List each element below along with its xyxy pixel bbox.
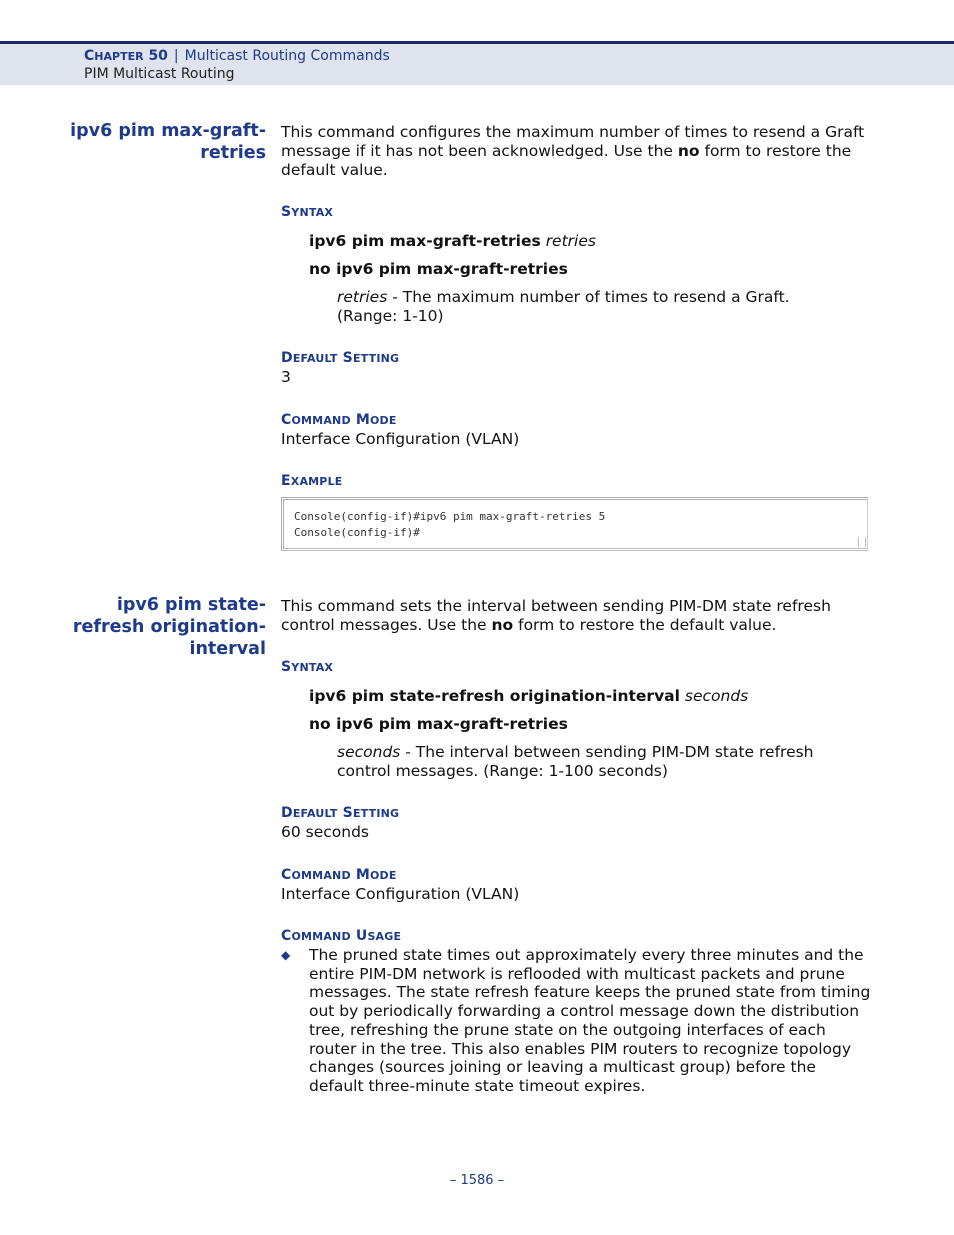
chapter-separator: | [173, 48, 179, 64]
command-usage-text: The pruned state times out approximately every three minutes and the entire PIM-DM network is reflooded with multicast packets and prune messages. The state refresh feature keeps the pruned state from timing out by periodically forwarding a control message down the distribution tree, refreshing the prune state on the outgoing interfaces of each router in the tree. This also enables PIM routers to recognize topology changes (sources joining or leaving a multicast group) before the default three-minute state timeout expires. [309, 946, 871, 1095]
chapter-line [84, 48, 390, 64]
bullet-diamond-icon: ◆ [281, 948, 291, 962]
command-title-state-refresh-interval: ipv6 pim state- refresh origination- interval [72, 595, 266, 659]
example-heading: EXAMPLE [281, 473, 343, 489]
syntax-line: ipv6 pim state-refresh origination-interval seconds [309, 687, 749, 705]
section-title: PIM Multicast Routing [84, 66, 235, 82]
command-mode-value: Interface Configuration (VLAN) [281, 430, 520, 448]
command-mode-heading: COMMAND MODE [281, 867, 397, 883]
parameter-description: retries - The maximum number of times to resend a Graft. (Range: 1-10) [337, 288, 790, 325]
code-example-box [281, 497, 868, 551]
chapter-title: Multicast Routing Commands [184, 48, 390, 64]
default-value: 3 [281, 368, 291, 386]
command-mode-heading: COMMAND MODE [281, 412, 397, 428]
syntax-line: ipv6 pim max-graft-retries retries [309, 232, 596, 250]
default-value: 60 seconds [281, 823, 370, 841]
syntax-no-line: no ipv6 pim max-graft-retries [309, 260, 568, 278]
chapter-label: CHAPTER 50 [84, 48, 168, 64]
default-setting-heading: DEFAULT SETTING [281, 805, 400, 821]
default-setting-heading: DEFAULT SETTING [281, 350, 400, 366]
syntax-no-line: no ipv6 pim max-graft-retries [309, 715, 568, 733]
page-header [0, 41, 954, 85]
command-description: This command sets the interval between sending PIM-DM state refresh control messages. Use the no form to restore the default value. [281, 597, 831, 634]
syntax-heading: SYNTAX [281, 204, 334, 220]
code-example: Console(config-if)#ipv6 pim max-graft-retries 5 Console(config-if)# [294, 510, 606, 539]
command-title-max-graft-retries: ipv6 pim max-graft- retries [70, 121, 266, 163]
syntax-heading: SYNTAX [281, 659, 334, 675]
parameter-description: seconds - The interval between sending PIM-DM state refresh control messages. (Range: 1-100 seconds) [337, 743, 814, 780]
page-number: – 1586 – [449, 1173, 505, 1188]
command-mode-value: Interface Configuration (VLAN) [281, 885, 520, 903]
command-description: This command configures the maximum number of times to resend a Graft message if it has not been acknowledged. Use the no form to restore the default value. [281, 123, 865, 179]
command-usage-heading: COMMAND USAGE [281, 928, 402, 944]
resize-grip-icon [858, 537, 866, 547]
